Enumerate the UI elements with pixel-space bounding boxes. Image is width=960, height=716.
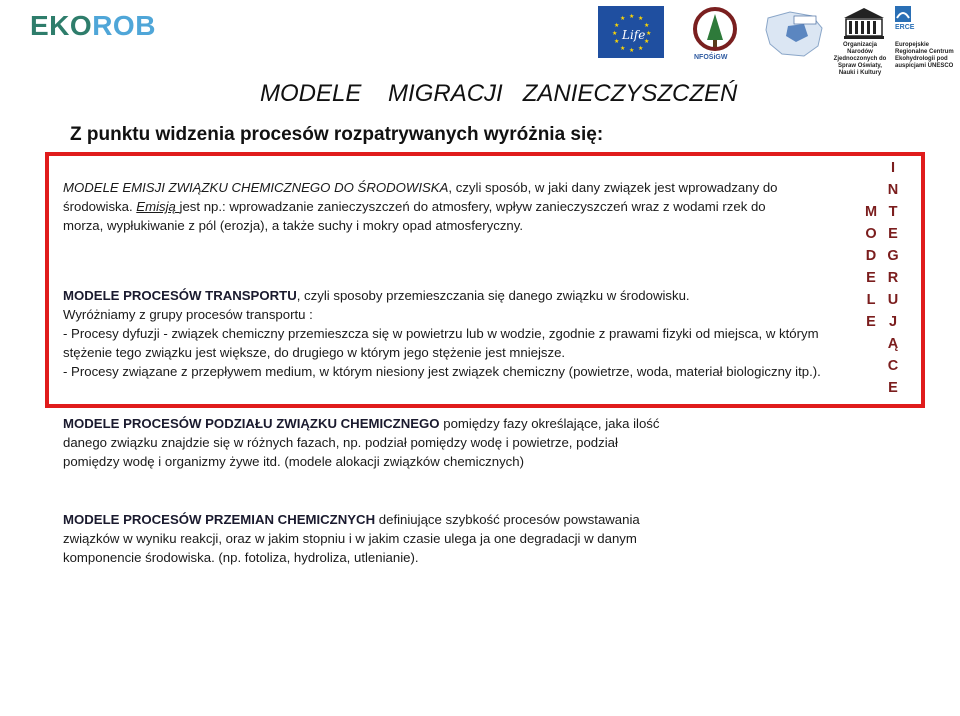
transport-heading: MODELE PROCESÓW TRANSPORTU bbox=[63, 288, 297, 303]
transformation-heading: MODELE PROCESÓW PRZEMIAN CHEMICZNYCH bbox=[63, 512, 376, 527]
svg-text:★: ★ bbox=[612, 30, 618, 37]
vertical-letter: O bbox=[865, 226, 877, 242]
transport-line3: - Procesy dyfuzji - związek chemiczny przemieszcza się w powietrzu lub w wodzie, zgodnie z prawami fizyki od miejsca, w którym stężenie tego związku jest większe, do drugiego w którym jego stężenie jest mniejsze. bbox=[63, 326, 819, 360]
brand-part2: ROB bbox=[92, 10, 156, 41]
nfosigw-logo-icon bbox=[692, 6, 738, 66]
vertical-letter: L bbox=[866, 292, 876, 308]
nfosigw-caption: NFOŚiGW bbox=[694, 54, 728, 61]
erce-logo-icon bbox=[893, 6, 954, 69]
svg-text:★: ★ bbox=[638, 45, 644, 52]
vertical-word-modele bbox=[861, 201, 881, 333]
svg-text:★: ★ bbox=[629, 47, 635, 54]
svg-text:★: ★ bbox=[620, 45, 626, 52]
distribution-section bbox=[63, 414, 673, 471]
svg-text:★: ★ bbox=[638, 15, 644, 22]
brand-part1: EKO bbox=[30, 10, 93, 41]
subtitle: Z punktu widzenia procesów rozpatrywanych wyróżnia się: bbox=[70, 124, 604, 145]
emission-word: Emisją bbox=[136, 199, 180, 214]
vertical-letter: E bbox=[888, 380, 898, 396]
vertical-word-integrujace bbox=[883, 157, 903, 399]
svg-text:★: ★ bbox=[629, 13, 635, 20]
vertical-letter: M bbox=[864, 204, 878, 220]
transport-line4: - Procesy związane z przepływem medium, w którym niesiony jest związek chemiczny (powietrze, woda, materiał biologiczny itp.). bbox=[63, 364, 821, 379]
vertical-letter: G bbox=[887, 248, 899, 264]
erce-caption: Europejskie Regionalne Centrum Ekohydrologii pod auspicjami UNESCO bbox=[895, 42, 954, 69]
eu-flag-icon bbox=[598, 6, 664, 58]
transport-section bbox=[63, 286, 838, 381]
svg-text:★: ★ bbox=[644, 38, 650, 45]
page-title: MODELE MIGRACJI ZANIECZYSZCZEŃ bbox=[260, 80, 738, 107]
vertical-letter: N bbox=[887, 182, 899, 198]
vertical-letter: I bbox=[890, 160, 896, 176]
erce-label: ERCE bbox=[895, 24, 915, 31]
transport-text1: , czyli sposoby przemieszczania się danego związku w środowisku. bbox=[296, 288, 690, 303]
vertical-letter: E bbox=[866, 314, 876, 330]
vertical-letter: D bbox=[865, 248, 877, 264]
vertical-letter: C bbox=[887, 358, 899, 374]
unesco-caption: Organizacja Narodów Zjednoczonych do Spraw Oświaty, Nauki i Kultury bbox=[833, 42, 887, 76]
vertical-letter: J bbox=[888, 314, 898, 330]
svg-text:★: ★ bbox=[646, 30, 652, 37]
distribution-text: pomiędzy fazy określające, jaka ilość danego związku znajdzie się w różnych fazach, np. podział pomiędzy wodę i powietrze, podział pomiędzy wodę i organizmy żywe itd. (modele alokacji związków chemicznych) bbox=[63, 416, 660, 469]
svg-text:★: ★ bbox=[614, 38, 620, 45]
emission-heading: MODELE EMISJI ZWIĄZKU CHEMICZNEGO DO ŚRODOWISKA bbox=[63, 180, 449, 195]
vertical-letter: E bbox=[888, 226, 898, 242]
emission-section bbox=[63, 178, 783, 235]
svg-text:★: ★ bbox=[644, 22, 650, 29]
unesco-logo-icon bbox=[833, 6, 890, 76]
vertical-letter: U bbox=[887, 292, 899, 308]
transformation-text: definiujące szybkość procesów powstawania związków w wyniku reakcji, oraz w jakim stopniu i w jakim czasie ulega ja one degradacji w danym komponencie środowiska. (np. fotoliza, hydroliza, utlenianie). bbox=[63, 512, 640, 565]
transport-line2: Wyróżniamy z grupy procesów transportu : bbox=[63, 307, 313, 322]
emission-text2: jest np.: wprowadzanie zanieczyszczeń do atmosfery, wpływ zanieczyszczeń wraz z wodami rzek do morza, wypłukiwanie z pól (erozja), a także suchy i mokry opad atmosferyczny. bbox=[63, 199, 766, 233]
vertical-letter: Ą bbox=[887, 336, 899, 352]
vertical-letter: E bbox=[866, 270, 876, 286]
brand-logo bbox=[30, 10, 156, 42]
emission-text1: , czyli sposób, w jaki dany związek jest wprowadzany do środowiska. bbox=[63, 180, 778, 214]
vertical-letter: T bbox=[888, 204, 898, 220]
vertical-letter: R bbox=[887, 270, 899, 286]
svg-text:★: ★ bbox=[614, 22, 620, 29]
svg-text:★: ★ bbox=[620, 15, 626, 22]
svg-text:Life: Life bbox=[622, 28, 646, 42]
transformation-section bbox=[63, 510, 673, 567]
distribution-heading: MODELE PROCESÓW PODZIAŁU ZWIĄZKU CHEMICZNEGO bbox=[63, 416, 440, 431]
poland-map-icon bbox=[760, 6, 828, 62]
